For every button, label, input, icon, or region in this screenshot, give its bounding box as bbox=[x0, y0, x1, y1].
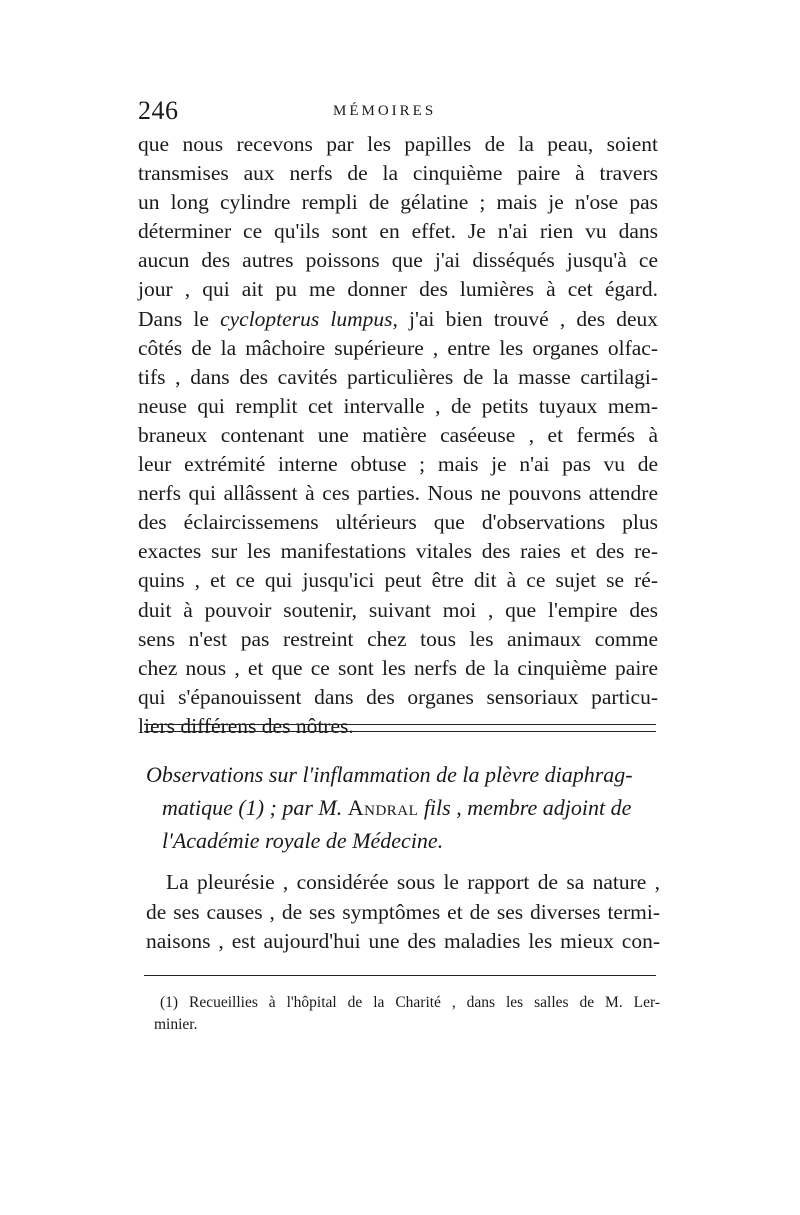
footnote-line: (1) Recueillies à l'hôpital de la Charité , dans les salles de M. Ler- bbox=[160, 994, 660, 1011]
footnote bbox=[154, 992, 660, 1036]
text-line: un long cylindre rempli de gélatine ; mais je n'ose pas bbox=[138, 190, 658, 215]
text-line: La pleurésie , considérée sous le rapport de sa nature , bbox=[166, 870, 660, 894]
article-paragraph bbox=[146, 868, 660, 957]
text-line: braneux contenant une matière caséeuse , et fermés à bbox=[138, 422, 658, 447]
text-line: côtés de la mâchoire supérieure , entre les organes olfac- bbox=[138, 335, 658, 360]
text-line: nerfs qui allâssent à ces parties. Nous ne pouvons attendre bbox=[138, 481, 658, 506]
text-line: jour , qui ait pu me donner des lumières à cet égard. bbox=[138, 277, 658, 302]
text-line: liers différens des nôtres. bbox=[138, 713, 354, 738]
text-line: neuse qui remplit cet intervalle , de petits tuyaux mem- bbox=[138, 393, 658, 418]
text-line: exactes sur les manifestations vitales des raies et des re- bbox=[138, 539, 658, 564]
page-number: 246 bbox=[138, 96, 179, 125]
text-line: quins , et ce qui jusqu'ici peut être dit à ce sujet se ré- bbox=[138, 568, 658, 593]
running-head: MÉMOIRES bbox=[333, 103, 437, 119]
body-paragraph bbox=[138, 130, 658, 741]
author-name: Andral bbox=[347, 795, 419, 820]
title-line: l'Académie royale de Médecine. bbox=[162, 828, 444, 853]
title-segment: fils , membre adjoint de bbox=[423, 795, 632, 820]
text-line: duit à pouvoir soutenir, suivant moi , que l'empire des bbox=[138, 597, 658, 622]
text-line: leur extrémité interne obtuse ; mais je n'ai pas vu de bbox=[138, 452, 658, 477]
text-line: sens n'est pas restreint chez tous les animaux comme bbox=[138, 626, 658, 651]
text-line: naisons , est aujourd'hui une des maladies les mieux con- bbox=[146, 929, 660, 953]
text-line: aucun des autres poissons que j'ai disséqués jusqu'à ce bbox=[138, 248, 658, 273]
title-line: Observations sur l'inflammation de la plèvre diaphrag- bbox=[146, 762, 633, 787]
text-line: des éclaircissemens ultérieurs que d'observations plus bbox=[138, 510, 658, 535]
text-line: que nous recevons par les papilles de la peau, soient bbox=[138, 132, 658, 156]
text-line: transmises aux nerfs de la cinquième paire à travers bbox=[138, 161, 658, 186]
species-name: cyclopterus lumpus, bbox=[220, 306, 398, 331]
text-segment: j'ai bien trouvé , des deux bbox=[409, 306, 659, 331]
title-segment: matique (1) ; par M. bbox=[162, 795, 343, 820]
text-line: tifs , dans des cavités particulières de la masse cartilagi- bbox=[138, 364, 658, 389]
text-line-with-species bbox=[138, 305, 658, 334]
text-line: qui s'épanouissent dans des organes sensoriaux particu- bbox=[138, 684, 658, 709]
title-line-with-author bbox=[146, 791, 666, 824]
footnote-line: minier. bbox=[154, 1016, 198, 1033]
article-title bbox=[146, 758, 666, 857]
page-header bbox=[138, 96, 658, 126]
footnote-divider bbox=[144, 975, 656, 976]
text-line: de ses causes , de ses symptômes et de ses diverses termi- bbox=[146, 899, 660, 924]
section-divider bbox=[144, 724, 656, 732]
text-segment: Dans le bbox=[138, 306, 209, 331]
text-line: déterminer ce qu'ils sont en effet. Je n'ai rien vu dans bbox=[138, 219, 658, 244]
text-line: chez nous , et que ce sont les nerfs de la cinquième paire bbox=[138, 655, 658, 680]
